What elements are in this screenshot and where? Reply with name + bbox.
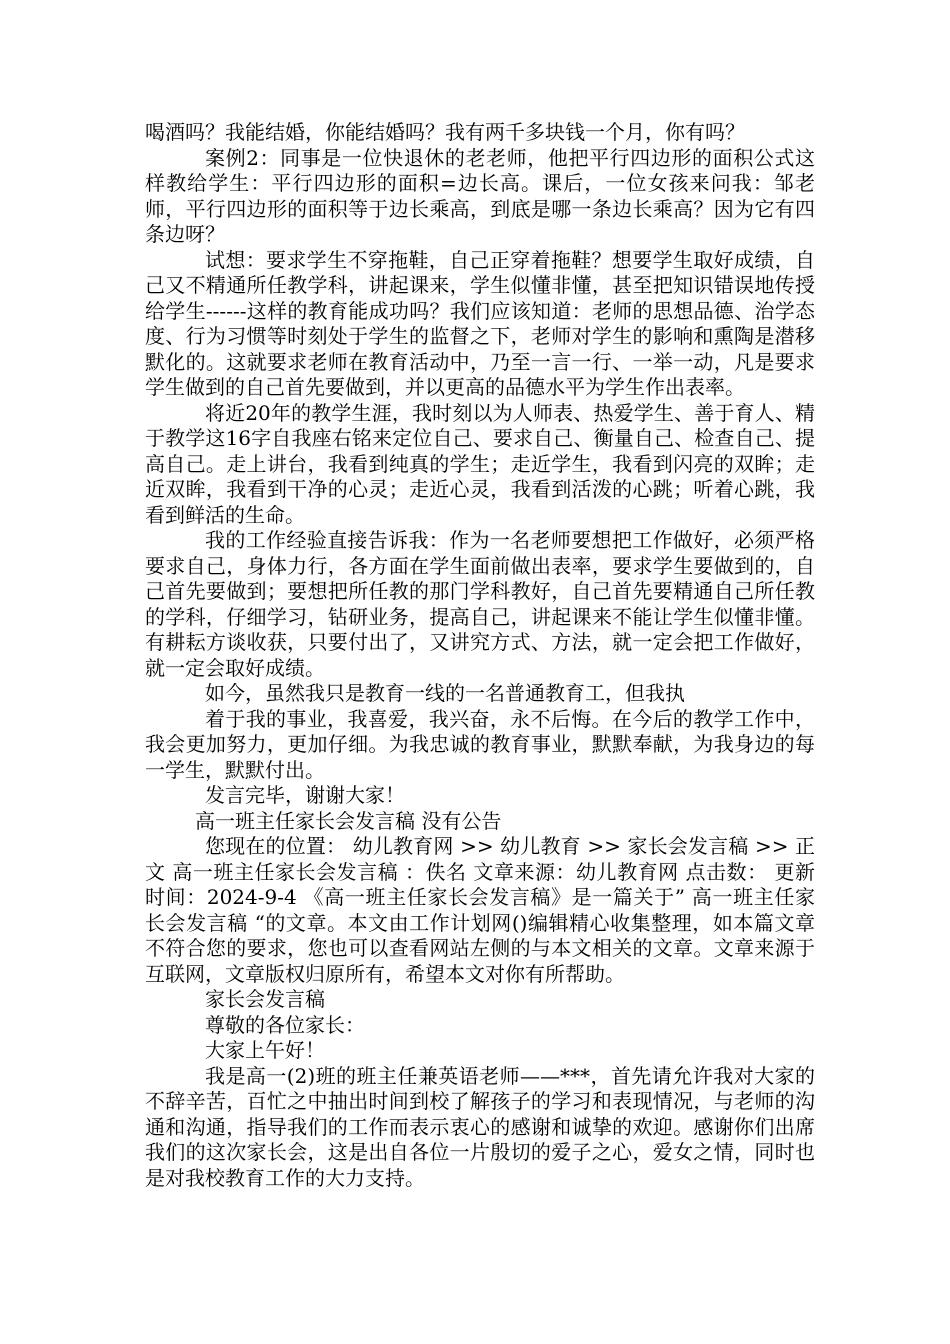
paragraph-location-meta: 您现在的位置： 幼儿教育网 >> 幼儿教育 >> 家长会发言稿 >> 正文 高一班主任家长会发言稿 ：佚名 文章来源：幼儿教育网 点击数： 更新时间：2024-9-4 《高一班主任家长会发言稿》是一篇关于” 高一班主任家长会发言稿 “的文章。本文由工作计划网()编辑精心收集整理，如本篇文章不符合您的要求，您也可以查看网站左侧的与本文相关的文章。文章来源于互联网，文章版权归原所有，希望本文对你有所帮助。 <box>145 834 815 986</box>
paragraph-reflection: 试想：要求学生不穿拖鞋，自己正穿着拖鞋？想要学生取好成绩，自己又不精通所任教学科，讲起课来，学生似懂非懂，甚至把知识错误地传授给学生------这样的教育能成功吗？我们应该知道：老师的思想品德、治学态度、行为习惯等时刻处于学生的监督之下，老师对学生的影响和熏陶是潜移默化的。这就要求老师在教育活动中，乃至一言一行、一举一动，凡是要求学生做到的自己首先要做到，并以更高的品德水平为学生作出表率。 <box>145 247 815 399</box>
paragraph-continuation: 喝酒吗？我能结婚，你能结婚吗？我有两千多块钱一个月，你有吗？ <box>145 120 745 144</box>
section-title: 高一班主任家长会发言稿 没有公告 <box>195 808 502 833</box>
speech-salutation: 尊敬的各位家长： <box>205 1012 365 1037</box>
paragraph-work-experience: 我的工作经验直接告诉我：作为一名老师要想把工作做好，必须严格要求自己，身体力行，各方面在学生面前做出表率，要求学生要做到的，自己首先要做到；要想把所任教的那门学科教好，自己首先要精通自己所任教的学科，仔细学习，钻研业务，提高自己，讲起课来不能让学生似懂非懂。有耕耘方谈收获，只要付出了，又讲究方式、方法，就一定会把工作做好，就一定会取好成绩。 <box>145 528 815 680</box>
speech-heading: 家长会发言稿 <box>205 987 325 1011</box>
paragraph-closing: 发言完毕，谢谢大家！ <box>205 783 405 807</box>
paragraph-dedication: 着于我的事业，我喜爱，我兴奋，永不后悔。在今后的教学工作中，我会更加努力，更加仔细。为我忠诚的教育事业，默默奉献，为我身边的每一学生，默默付出。 <box>145 706 815 782</box>
speech-introduction: 我是高一(2)班的班主任兼英语老师——***，首先请允许我对大家的不辞辛苦，百忙之中抽出时间到校了解孩子的学习和表现情况，与老师的沟通和沟通，指导我们的工作而表示衷心的感谢和诚挚的欢迎。感谢你们出席我们的这次家长会，这是出自各位一片殷切的爱子之心，爱女之情，同时也是对我校教育工作的大力支持。 <box>145 1063 815 1190</box>
paragraph-case-2: 案例2：同事是一位快退休的老老师，他把平行四边形的面积公式这样教给学生：平行四边形的面积=边长高。课后，一位女孩来问我：邹老师，平行四边形的面积等于边长乘高，到底是哪一条边长乘高？因为它有四条边呀？ <box>145 145 815 246</box>
paragraph-teaching-career: 将近20年的教学生涯，我时刻以为人师表、热爱学生、善于育人、精于教学这16字自我座右铭来定位自己、要求自己、衡量自己、检查自己、提高自己。走上讲台，我看到纯真的学生；走近学生，我看到闪亮的双眸；走近双眸，我看到干净的心灵；走近心灵，我看到活泼的心跳；听着心跳，我看到鲜活的生命。 <box>145 400 815 527</box>
paragraph-nowadays: 如今，虽然我只是教育一线的一名普通教育工，但我执 <box>205 681 685 705</box>
document-page <box>145 120 815 1191</box>
speech-greeting: 大家上午好！ <box>205 1038 325 1062</box>
